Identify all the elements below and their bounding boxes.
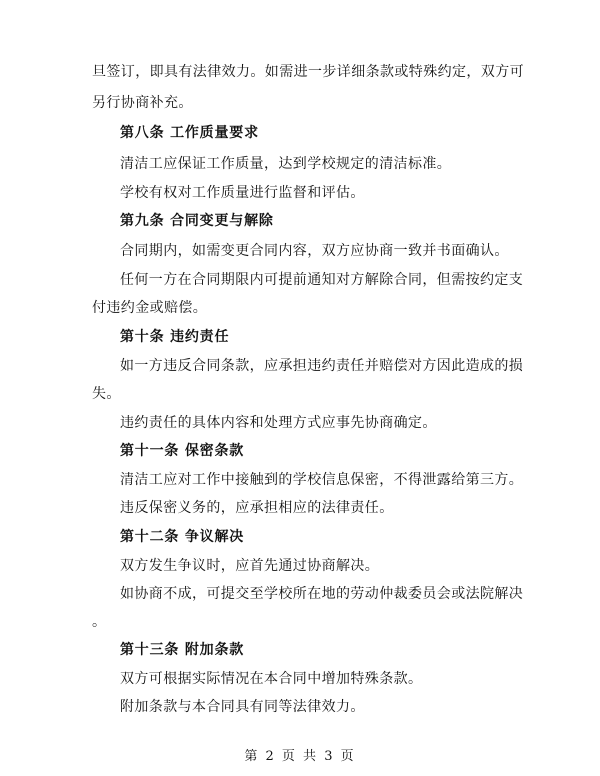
article-9-paragraph-1: 合同期内，如需变更合同内容，双方应协商一致并书面确认。: [120, 243, 509, 259]
article-10-paragraph-2: 违约责任的具体内容和处理方式应事先协商确定。: [120, 415, 437, 431]
page-indicator: 第 2 页 共 3 页: [244, 749, 356, 764]
intro-line-2: 另行协商补充。: [92, 95, 193, 111]
article-13-paragraph-1: 双方可根据实际情况在本合同中增加特殊条款。: [120, 671, 423, 687]
article-12-paragraph-1: 双方发生争议时，应首先通过协商解决。: [120, 558, 380, 574]
intro-line-1: 旦签订，即具有法律效力。如需进一步详细条款或特殊约定，双方可: [92, 64, 524, 80]
article-9-paragraph-2-line-2: 付违约金或赔偿。: [92, 300, 208, 316]
article-11-paragraph-2: 违反保密义务的，应承担相应的法律责任。: [120, 500, 394, 516]
article-13-paragraph-2: 附加条款与本合同具有同等法律效力。: [120, 699, 365, 715]
article-13-heading: 第十三条 附加条款: [120, 642, 245, 658]
article-9-paragraph-2-line-1: 任何一方在合同期限内可提前通知对方解除合同，但需按约定支: [120, 272, 524, 288]
article-10-paragraph-1-line-1: 如一方违反合同条款，应承担违约责任并赔偿对方因此造成的损: [120, 358, 524, 374]
article-11-paragraph-1: 清洁工应对工作中接触到的学校信息保密，不得泄露给第三方。: [120, 472, 524, 488]
article-12-paragraph-2-line-1: 如协商不成，可提交至学校所在地的劳动仲裁委员会或法院解决: [120, 586, 524, 602]
article-8-paragraph-1: 清洁工应保证工作质量，达到学校规定的清洁标准。: [120, 156, 452, 172]
article-8-heading: 第八条 工作质量要求: [120, 125, 259, 141]
article-10-heading: 第十条 违约责任: [120, 329, 230, 345]
article-9-heading: 第九条 合同变更与解除: [120, 213, 274, 229]
article-12-paragraph-2-line-2: 。: [92, 614, 107, 630]
article-8-paragraph-2: 学校有权对工作质量进行监督和评估。: [120, 185, 365, 201]
article-11-heading: 第十一条 保密条款: [120, 443, 245, 459]
article-10-paragraph-1-line-2: 失。: [92, 386, 121, 402]
article-12-heading: 第十二条 争议解决: [120, 529, 245, 545]
